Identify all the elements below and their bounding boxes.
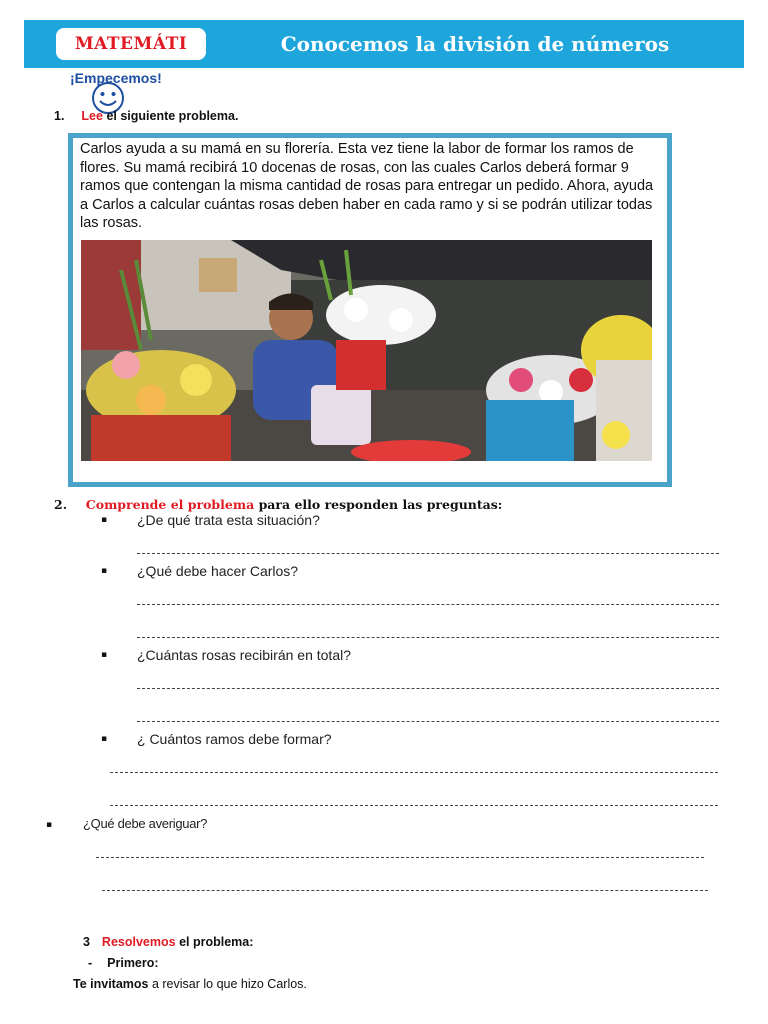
answer-line[interactable] [137,604,719,605]
step-1-text: el siguiente problema. [106,109,239,123]
bullet: ▪ [46,820,53,830]
first-dash: - [88,956,93,970]
first-step [88,956,159,970]
first-label: Primero: [107,956,159,970]
invite-line [73,977,307,991]
answer-line[interactable] [137,688,719,689]
answer-line[interactable] [137,721,719,722]
step-2-text: para ello responden las preguntas: [258,497,503,512]
step-2-verb: Comprende el problema [85,497,255,512]
flower-stall-photo [81,240,652,461]
bullet: ▪ [101,566,108,576]
start-label: ¡Empecemos! [70,70,162,86]
subject-label: MATEMÁTI [56,28,206,60]
bullet: ▪ [101,734,108,744]
step-3-text: el problema: [179,935,254,949]
question-3: ¿Cuántas rosas recibirán en total? [137,647,351,663]
answer-line[interactable] [137,637,719,638]
bullet: ▪ [101,650,108,660]
step-1-number: 1. [54,109,65,123]
step-2-number: 2. [54,497,68,512]
question-1: ¿De qué trata esta situación? [137,512,320,528]
answer-line[interactable] [102,890,708,891]
question-2: ¿Qué debe hacer Carlos? [137,563,299,579]
answer-line[interactable] [137,553,719,554]
question-5: ¿Qué debe averiguar? [83,816,208,831]
step-1 [54,109,238,123]
answer-line[interactable] [96,857,704,858]
step-3-number: 3 [83,935,90,949]
bullet: ▪ [101,515,108,525]
story-text: Carlos ayuda a su mamá en su florería. Esta vez tiene la labor de formar los ramos de flores. Su mamá recibirá 10 docenas de rosas, con las cuales Carlos deberá formar 9 ramos que contengan la misma cantidad de rosas para entregar un pedido. Ahora, ayuda a Carlos a calcular cuántas rosas deben haber en cada ramo y si se podrán utilizar todas las rosas. [80,141,654,231]
step-1-verb: Lee [81,109,103,123]
answer-line[interactable] [110,805,718,806]
invite-bold: Te invitamos [73,977,149,991]
invite-text: a revisar lo que hizo Carlos. [151,977,307,991]
page-title: Conocemos la división de números [280,32,670,56]
step-3 [83,935,253,949]
step-2 [54,497,502,512]
question-4: ¿ Cuántos ramos debe formar? [137,731,332,747]
step-3-verb: Resolvemos [101,935,176,949]
answer-line[interactable] [110,772,718,773]
